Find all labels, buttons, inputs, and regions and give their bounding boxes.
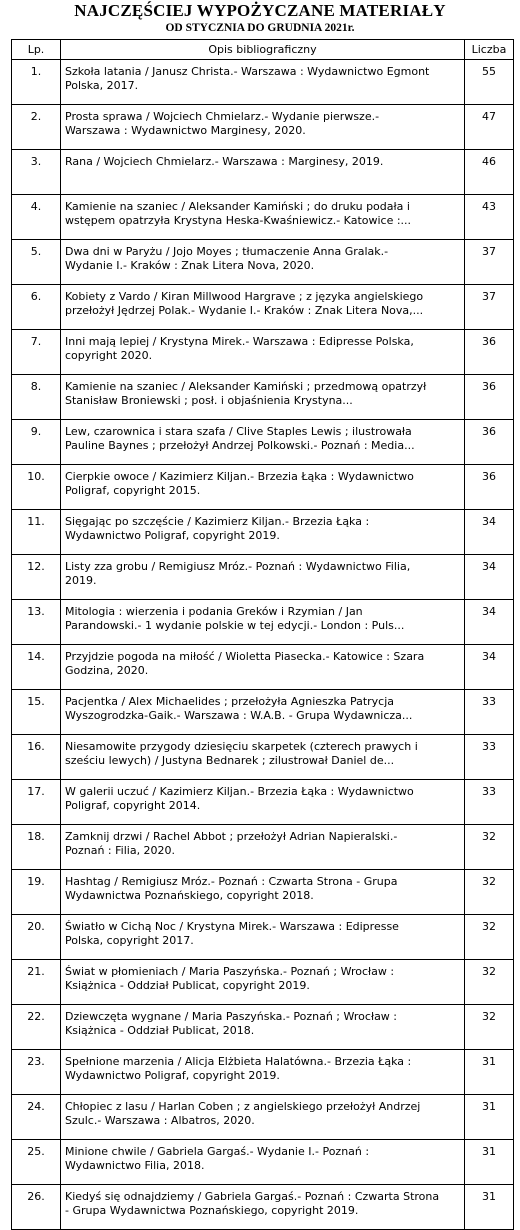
table-row [12,1050,514,1095]
bibliographic-description [61,870,465,915]
column-header-count: Liczba [465,40,514,60]
description-line: Pauline Baynes ; przełożył Andrzej Polkowski.- Poznań : Media... [65,439,415,452]
bibliographic-description [61,645,465,690]
table-row [12,555,514,600]
description-line: Dziewczęta wygnane / Maria Paszyńska.- Poznań ; Wrocław : [65,1010,398,1023]
row-number: 11. [12,510,61,555]
description-line: Inni mają lepiej / Krystyna Mirek.- Warszawa : Edipresse Polska, [65,335,414,348]
description-line: Wydanie I.- Kraków : Znak Litera Nova, 2020. [65,259,315,272]
page-subtitle: OD STYCZNIA DO GRUDNIA 2021r. [165,22,355,34]
bibliographic-description [61,465,465,510]
borrow-count: 43 [465,195,514,240]
description-line: Świat w płomieniach / Maria Paszyńska.- Poznań ; Wrocław : [65,965,395,978]
description-line: Minione chwile / Gabriela Gargaś.- Wydanie I.- Poznań : [65,1145,370,1158]
row-number: 7. [12,330,61,375]
most-borrowed-table [11,39,514,1230]
description-line: Kobiety z Vardo / Kiran Millwood Hargrave ; z języka angielskiego [65,290,424,303]
row-number: 14. [12,645,61,690]
table-row [12,195,514,240]
row-number: 19. [12,870,61,915]
description-line: Poznań : Filia, 2020. [65,844,176,857]
description-line: W galerii uczuć / Kazimierz Kiljan.- Brzezia Łąka : Wydawnictwo [65,785,414,798]
row-number: 20. [12,915,61,960]
row-number: 22. [12,1005,61,1050]
description-line: Kamienie na szaniec / Aleksander Kamiński ; przedmową opatrzył [65,380,427,393]
description-line: Szkoła latania / Janusz Christa.- Warszawa : Wydawnictwo Egmont [65,65,430,78]
description-line: wstępem opatrzyła Krystyna Heska-Kwaśniewicz.- Katowice :... [65,214,412,227]
table-row [12,330,514,375]
bibliographic-description [61,60,465,105]
bibliographic-description [61,420,465,465]
bibliographic-description [61,1185,465,1230]
borrow-count: 31 [465,1140,514,1185]
bibliographic-description [61,285,465,330]
column-header-description: Opis bibliograficzny [61,40,465,60]
borrow-count: 36 [465,375,514,420]
description-line: Rana / Wojciech Chmielarz.- Warszawa : Marginesy, 2019. [65,155,384,168]
description-line: Książnica - Oddział Publicat, copyright 2019. [65,979,310,992]
borrow-count: 32 [465,870,514,915]
description-line: Prosta sprawa / Wojciech Chmielarz.- Wydanie pierwsze.- [65,110,380,123]
table-body [12,60,514,1230]
borrow-count: 31 [465,1050,514,1095]
row-number: 4. [12,195,61,240]
description-line: Lew, czarownica i stara szafa / Clive Staples Lewis ; ilustrowała [65,425,412,438]
table-row [12,690,514,735]
description-line: Stanisław Broniewski ; posł. i objaśnienia Krystyna... [65,394,353,407]
borrow-count: 33 [465,780,514,825]
description-line: Wydawnictwo Poligraf, copyright 2019. [65,1069,280,1082]
table-row [12,420,514,465]
table-row [12,1140,514,1185]
description-line: Pacjentka / Alex Michaelides ; przełożyła Agnieszka Patrycja [65,695,395,708]
table-row [12,870,514,915]
borrow-count: 32 [465,960,514,1005]
description-line: Listy zza grobu / Remigiusz Mróz.- Poznań : Wydawnictwo Filia, [65,560,411,573]
borrow-count: 36 [465,465,514,510]
description-line: 2019. [65,574,97,587]
borrow-count: 34 [465,645,514,690]
row-number: 21. [12,960,61,1005]
row-number: 5. [12,240,61,285]
row-number: 8. [12,375,61,420]
borrow-count: 37 [465,285,514,330]
description-line: Poligraf, copyright 2014. [65,799,201,812]
bibliographic-description [61,825,465,870]
description-line: Niesamowite przygody dziesięciu skarpetek (czterech prawych i [65,740,418,753]
description-line: Książnica - Oddział Publicat, 2018. [65,1024,255,1037]
bibliographic-description [61,690,465,735]
description-line: Cierpkie owoce / Kazimierz Kiljan.- Brzezia Łąka : Wydawnictwo [65,470,414,483]
bibliographic-description [61,1140,465,1185]
description-line: Wyszogrodzka-Gaik.- Warszawa : W.A.B. - Grupa Wydawnicza... [65,709,413,722]
table-row [12,735,514,780]
description-line: Spełnione marzenia / Alicja Elżbieta Halatówna.- Brzezia Łąka : [65,1055,412,1068]
description-line: Dwa dni w Paryżu / Jojo Moyes ; tłumaczenie Anna Gralak.- [65,245,389,258]
description-line: Polska, 2017. [65,79,139,92]
table-row [12,825,514,870]
description-line: Wydawnictwo Filia, 2018. [65,1159,205,1172]
description-line: Godzina, 2020. [65,664,149,677]
table-row [12,1185,514,1230]
borrow-count: 33 [465,690,514,735]
borrow-count: 32 [465,825,514,870]
bibliographic-description [61,915,465,960]
borrow-count: 34 [465,510,514,555]
bibliographic-description [61,1050,465,1095]
row-number: 18. [12,825,61,870]
borrow-count: 36 [465,420,514,465]
borrow-count: 36 [465,330,514,375]
row-number: 10. [12,465,61,510]
borrow-count: 37 [465,240,514,285]
description-line: Wydawnictwo Poligraf, copyright 2019. [65,529,280,542]
table-row [12,600,514,645]
table-row [12,465,514,510]
row-number: 17. [12,780,61,825]
description-line: Hashtag / Remigiusz Mróz.- Poznań : Czwarta Strona - Grupa [65,875,398,888]
bibliographic-description [61,510,465,555]
description-line: Przyjdzie pogoda na miłość / Wioletta Piasecka.- Katowice : Szara [65,650,425,663]
description-line: Warszawa : Wydawnictwo Marginesy, 2020. [65,124,306,137]
row-number: 25. [12,1140,61,1185]
description-line: Szulc.- Warszawa : Albatros, 2020. [65,1114,255,1127]
description-line: Światło w Cichą Noc / Krystyna Mirek.- Warszawa : Edipresse [65,920,399,933]
row-number: 1. [12,60,61,105]
table-row [12,285,514,330]
borrow-count: 47 [465,105,514,150]
row-number: 24. [12,1095,61,1140]
bibliographic-description [61,600,465,645]
bibliographic-description [61,735,465,780]
row-number: 2. [12,105,61,150]
column-header-lp: Lp. [12,40,61,60]
row-number: 13. [12,600,61,645]
borrow-count: 31 [465,1095,514,1140]
borrow-count: 32 [465,1005,514,1050]
description-line: Poligraf, copyright 2015. [65,484,201,497]
description-line: Chłopiec z lasu / Harlan Coben ; z angielskiego przełożył Andrzej [65,1100,421,1113]
table-row [12,240,514,285]
bibliographic-description [61,375,465,420]
bibliographic-description [61,330,465,375]
table-row [12,105,514,150]
bibliographic-description [61,555,465,600]
table-row [12,150,514,195]
bibliographic-description [61,1095,465,1140]
page-title: NAJCZĘŚCIEJ WYPOŻYCZANE MATERIAŁY [74,1,446,20]
description-line: sześciu lewych) / Justyna Bednarek ; zilustrował Daniel de... [65,754,395,767]
table-header-row [12,40,514,60]
table-row [12,960,514,1005]
description-line: Kiedyś się odnajdziemy / Gabriela Gargaś.- Poznań : Czwarta Strona [65,1190,440,1203]
bibliographic-description [61,780,465,825]
row-number: 6. [12,285,61,330]
row-number: 3. [12,150,61,195]
bibliographic-description [61,960,465,1005]
bibliographic-description [61,150,465,195]
description-line: - Grupa Wydawnictwa Poznańskiego, copyright 2019. [65,1204,359,1217]
table-row [12,915,514,960]
bibliographic-description [61,105,465,150]
row-number: 16. [12,735,61,780]
borrow-count: 55 [465,60,514,105]
table-row [12,60,514,105]
bibliographic-description [61,195,465,240]
borrow-count: 34 [465,600,514,645]
borrow-count: 31 [465,1185,514,1230]
bibliographic-description [61,240,465,285]
row-number: 23. [12,1050,61,1095]
row-number: 9. [12,420,61,465]
borrow-count: 33 [465,735,514,780]
description-line: Sięgając po szczęście / Kazimierz Kiljan.- Brzezia Łąka : [65,515,370,528]
bibliographic-description [61,1005,465,1050]
table-row [12,780,514,825]
table-row [12,1005,514,1050]
description-line: Mitologia : wierzenia i podania Greków i Rzymian / Jan [65,605,363,618]
row-number: 15. [12,690,61,735]
row-number: 26. [12,1185,61,1230]
borrow-count: 32 [465,915,514,960]
description-line: Polska, copyright 2017. [65,934,194,947]
table-row [12,645,514,690]
table-row [12,1095,514,1140]
description-line: Wydawnictwa Poznańskiego, copyright 2018. [65,889,314,902]
description-line: przełożył Jędrzej Polak.- Wydanie I.- Kraków : Znak Litera Nova,... [65,304,424,317]
row-number: 12. [12,555,61,600]
description-line: Kamienie na szaniec / Aleksander Kamiński ; do druku podała i [65,200,410,213]
table-row [12,510,514,555]
table-row [12,375,514,420]
description-line: Parandowski.- 1 wydanie polskie w tej edycji.- London : Puls... [65,619,405,632]
borrow-count: 34 [465,555,514,600]
description-line: copyright 2020. [65,349,153,362]
description-line: Zamknij drzwi / Rachel Abbot ; przełożył Adrian Napieralski.- [65,830,398,843]
borrow-count: 46 [465,150,514,195]
